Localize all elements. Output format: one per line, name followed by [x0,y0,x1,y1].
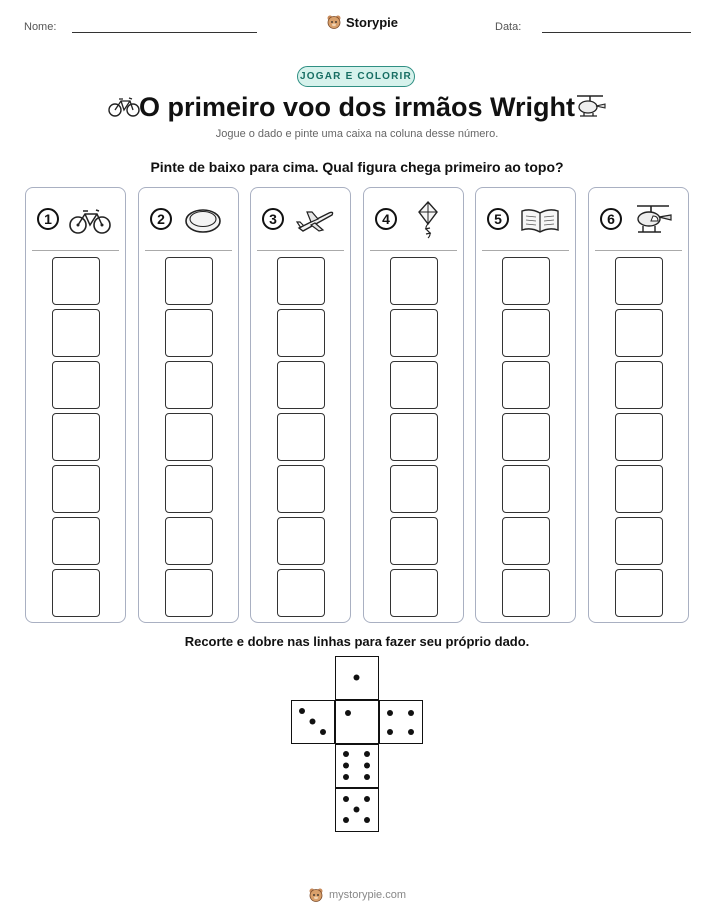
column-1 [25,187,126,623]
column-number: 4 [375,208,397,230]
column-number: 2 [150,208,172,230]
color-box[interactable] [390,569,438,617]
column-divider [482,250,569,251]
color-box[interactable] [165,309,213,357]
color-box[interactable] [390,517,438,565]
color-box[interactable] [165,465,213,513]
color-box[interactable] [502,361,550,409]
column-number: 5 [487,208,509,230]
color-box[interactable] [165,257,213,305]
color-box[interactable] [390,361,438,409]
column-number: 3 [262,208,284,230]
color-box[interactable] [502,257,550,305]
color-box[interactable] [502,465,550,513]
bicycle-icon [68,206,112,236]
color-box[interactable] [615,361,663,409]
helicopter-icon [573,92,607,122]
name-line [72,32,257,33]
color-box[interactable] [502,309,550,357]
coin-icon [181,206,225,236]
name-label: Nome: [24,21,57,33]
color-box[interactable] [52,569,100,617]
die-face-six [335,744,379,788]
helicopter-icon [631,202,675,238]
column-header [149,206,229,236]
column-6 [588,187,689,623]
brand-name: Storypie [346,14,399,30]
color-box[interactable] [52,413,100,461]
color-box[interactable] [502,413,550,461]
color-box[interactable] [615,413,663,461]
color-box[interactable] [615,569,663,617]
column-4 [363,187,464,623]
instruction-text: Pinte de baixo para cima. Qual figura chega primeiro ao topo? [150,159,564,175]
color-box[interactable] [390,309,438,357]
column-5 [475,187,576,623]
color-box[interactable] [52,517,100,565]
color-box[interactable] [390,413,438,461]
kite-icon [406,200,450,240]
color-box[interactable] [277,569,325,617]
column-divider [257,250,344,251]
color-box[interactable] [277,309,325,357]
column-header [599,206,679,236]
column-header [374,206,454,236]
column-header [261,206,341,236]
color-box[interactable] [52,257,100,305]
color-box[interactable] [52,309,100,357]
column-2 [138,187,239,623]
color-box[interactable] [277,465,325,513]
die-face-one [335,700,379,744]
color-box[interactable] [615,309,663,357]
dice-instruction: Recorte e dobre nas linhas para fazer seu próprio dado. [184,634,530,649]
column-divider [370,250,457,251]
color-box[interactable] [390,465,438,513]
column-header [36,206,116,236]
column-divider [145,250,232,251]
color-box[interactable] [615,465,663,513]
column-header [486,206,566,236]
activity-badge: JOGAR E COLORIR [297,66,415,87]
bear-mascot-icon [326,14,342,30]
subtitle: Jogue o dado e pinte uma caixa na coluna desse número. [215,128,499,140]
color-box[interactable] [277,257,325,305]
color-box[interactable] [390,257,438,305]
column-divider [32,250,119,251]
color-box[interactable] [165,517,213,565]
color-box[interactable] [615,257,663,305]
color-box[interactable] [615,517,663,565]
die-face-three [291,700,335,744]
color-box[interactable] [277,517,325,565]
color-box[interactable] [165,413,213,461]
color-box[interactable] [502,517,550,565]
column-number: 1 [37,208,59,230]
airplane-icon [293,206,337,236]
color-box[interactable] [165,569,213,617]
color-box[interactable] [52,361,100,409]
book-icon [518,206,562,236]
page-title: O primeiro voo dos irmãos Wright [138,92,576,122]
column-number: 6 [600,208,622,230]
bear-mascot-icon [308,887,324,903]
brand-logo [326,14,398,30]
color-box[interactable] [52,465,100,513]
color-box[interactable] [165,361,213,409]
color-box[interactable] [277,413,325,461]
column-3 [250,187,351,623]
footer-url[interactable]: mystorypie.com [328,889,407,901]
die-face-four [379,700,423,744]
date-label: Data: [495,21,522,33]
die-face-one [335,656,379,700]
color-box[interactable] [277,361,325,409]
date-line [542,32,691,33]
footer [0,887,714,903]
die-face-five [335,788,379,832]
color-box[interactable] [502,569,550,617]
column-divider [595,250,682,251]
